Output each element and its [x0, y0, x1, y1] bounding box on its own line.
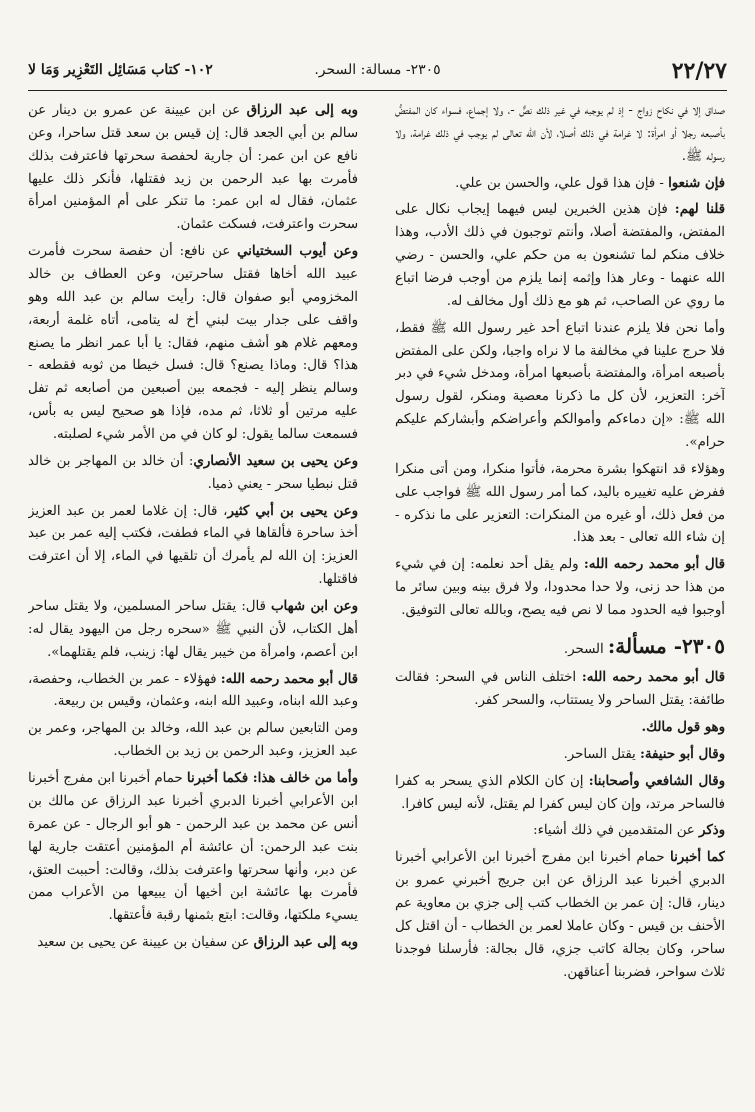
paragraph: [395, 100, 725, 169]
paragraph: [28, 932, 358, 955]
paragraph: [28, 451, 358, 497]
paragraph-lead: وعن يحيى بن أبي كثير: [227, 503, 358, 519]
paragraph-text: ولم يقل أحد نعلمه: إن في شيء من هذا حد زنى، ولا حدا محدودا، ولا فرق بينه وبين سائر ما أوجبوا فيه الحدود مما لا نص فيه يصح، وبالله تعالى التوفيق.: [395, 557, 725, 619]
section-title: [395, 629, 725, 663]
paragraph-text: يقتل الساحر.: [563, 746, 640, 762]
paragraph: [28, 669, 358, 715]
paragraph-text: صداق إلا في نكاح زواج - إذ لم يوجبه في غير ذلك نصٌّ -، ولا إجماع، فسواء كان المفتضُّ بأصبعه رجلا أو امرأة: لا غرامة في ذلك أصلا، لأن الله تعالى لم يوجب في ذلك غرامة، ولا رسوله ﷺ.: [395, 103, 725, 164]
paragraph: [28, 100, 358, 237]
section-number: ٢٣٠٥- مسألة:: [607, 633, 725, 658]
paragraph: [28, 596, 358, 665]
paragraph-lead: قلنا لهم:: [674, 202, 725, 218]
paragraph-text: قال: يقتل ساحر المسلمين، ولا يقتل ساحر أهل الكتاب، لأن النبي ﷺ «سحره رجل من اليهود يقال له: ابن أعصم، وامرأة من خيبر يقال لها: زينب، فلم يقتلهما».: [28, 599, 358, 660]
paragraph-lead: وعن ابن شهاب: [271, 599, 358, 615]
paragraph: [395, 459, 725, 550]
paragraph: [28, 241, 358, 447]
paragraph-text: حمام أخبرنا ابن مفرج أخبرنا ابن الأعرابي أخبرنا الدبري أخبرنا عبد الرزاق عن مالك بن أنس عن محمد بن عبد الرحمن - هو أبو الرجال - عن عمرة بنت عبد الرحمن: أن عائشة أم المؤمنين أعتقت جارية لها عن دبر، وأنها سحرتها واعترفت بذلك، وقالت: أحببت العتق، فأمرت بها عائشة ابن أخيها أن يبيعها من الأعراب ممن يسيء ملكتها، وقالت: ابتع بثمنها رقبة فأعتقها.: [28, 771, 358, 924]
running-header-center: ٢٣٠٥- مسالة: السحر.: [314, 62, 441, 78]
paragraph: [395, 199, 725, 313]
paragraph: [395, 667, 725, 713]
page-marker: ٢٢/٢٧: [671, 58, 727, 84]
paragraph-text: : أن خالد بن المهاجر بن خالد قتل نبطيا سحر - يعني ذميا.: [28, 453, 358, 492]
paragraph: [395, 554, 725, 623]
paragraph: [395, 318, 725, 455]
section-subject: السحر.: [563, 641, 608, 657]
paragraph-text: اختلف الناس في السحر: فقالت طائفة: يقتل الساحر ولا يستتاب، والسحر كفر.: [395, 670, 725, 709]
running-header-left: ١٠٢- كتاب مَسَائِل التَعْزِير وَمَا لا: [28, 62, 213, 78]
paragraph: [395, 771, 725, 817]
paragraph-lead: كما أخبرنا: [670, 850, 725, 866]
paragraph-text: عن المتقدمين في ذلك أشياء:: [533, 823, 699, 839]
paragraph-lead: فإن شنعوا: [668, 175, 725, 191]
paragraph-text: عن نافع: أن حفصة سحرت فأمرت عبيد الله أخاها فقتل ساحرتين، وعن العطاف بن خالد المخزومي أبو صفوان قال: رأيت سالم بن عبد الله وهو واقف على جدار بيت لبني أخ له يتامى، أتاه غلمة أربعة، ومعهم غلام هو أشف منهم، فقال: يا أبا عمر انظر ما يصنع هذا؟ قال: وماذا يصنع؟ قال: فسل خيطا من ثوبه فقطعه - وسالم ينظر إليه - فجمعه بين أصبعين من أصابعه ثم تفل عليه مرتين أو ثلاثا، ثم مده، فإذا هو صحيح ليس به بأس، فسمعت سالما يقول: لو كان في من الأمر شيء لصلبته.: [28, 244, 358, 443]
paragraph-text: وأما نحن فلا يلزم عندنا اتباع أحد غير رسول الله ﷺ فقط، فلا حرج علينا في مخالفة ما لا نراه واجبا، ولكن على المفتض بأصبعه امرأة، والمفتضة بأصبعها امرأة، ومدخل شيء في دبر آخر: التعزير، لأن كل ما ذكرنا معصية ومنكر، لقول رسول الله ﷺ: «إن دماءكم وأموالكم وأعراضكم وأبشاركم عليكم حرام».: [395, 320, 725, 451]
paragraph-lead: وعن يحيى بن سعيد الأنصاري: [193, 453, 358, 469]
paragraph-lead: وذكر: [698, 823, 725, 839]
page-header: [28, 56, 727, 91]
paragraph-lead: وقال أبو حنيفة:: [639, 746, 725, 762]
paragraph-text: عن سفيان بن عيينة عن يحيى بن سعيد: [37, 935, 254, 951]
paragraph-lead: وهو قول مالك.: [641, 720, 725, 736]
paragraph: [395, 744, 725, 767]
paragraph-text: حمام أخبرنا ابن مفرج أخبرنا ابن الأعرابي أخبرنا الدبري أخبرنا عبد الرزاق عن ابن جريج أخبرني عمرو بن دينار، قال: إن عمر بن الخطاب كتب إلى جزي بن معاوية عم الأحنف بن قيس - وكان عاملا لعمر بن الخطاب - أن اقتل كل ساحر، وكان بجالة كاتب جزي، قال بجالة: فأرسلنا فوجدنا ثلاث سواحر، فضربنا أعناقهن.: [395, 850, 725, 980]
paragraph: [28, 768, 358, 928]
paragraph: [395, 717, 725, 740]
paragraph: [28, 718, 358, 764]
paragraph-lead: قال أبو محمد رحمه الله:: [220, 671, 358, 687]
paragraph: [395, 847, 725, 984]
paragraph-text: - فإن هذا قول علي، والحسن بن علي.: [455, 175, 669, 191]
paragraph-text: ، قال: إن غلاما لعمر بن عبد العزيز أخذ ساحرة فألقاها في الماء فطفت، فكتب إليه عمر بن عبد العزيز: إن الله لم يأمرك أن تلقيها في الماء، إلا أن اعترفت فاقتلها.: [28, 503, 358, 588]
paragraph-text: وهؤلاء قد انتهكوا بشرة محرمة، فأتوا منكرا، ومن أتى منكرا ففرض عليه تغييره باليد، كما أمر رسول الله ﷺ فواجب على من فعل ذلك، أو غيره من المنكرات: التعزير على ما نذكره - إن شاء الله تعالى - بعد هذا.: [395, 461, 725, 546]
right-column: [395, 100, 725, 1090]
paragraph-lead: وبه إلى عبد الرزاق: [253, 935, 358, 951]
paragraph-text: عن ابن عيينة عن عمرو بن دينار عن سالم بن أبي الجعد قال: إن قيس بن سعد قتل ساحرا، وعن نافع عن ابن عمر: أن جارية لحفصة سحرتها فاعترفت بذلك فأمرت بها عبد الرحمن بن زيد فقتلها، فأنكر ذلك عليها عثمان، فقال له ابن عمر: ما تنكر على أم المؤمنين امرأة سحرت واعترفت، فسكت عثمان.: [28, 103, 358, 233]
paragraph-lead: قال أبو محمد رحمه الله:: [581, 670, 725, 686]
paragraph-lead: قال أبو محمد رحمه الله:: [583, 557, 725, 573]
paragraph-text: فهؤلاء - عمر بن الخطاب، وحفصة، وعبد الله ابناه، وعبيد الله ابنه، وعثمان، وقيس بن ربيعة.: [28, 671, 358, 710]
paragraph-lead: وقال الشافعي وأصحابنا:: [588, 773, 725, 789]
paragraph-lead: وأما من خالف هذا: فكما أخبرنا: [186, 771, 358, 787]
paragraph: [395, 820, 725, 843]
paragraph: [28, 501, 358, 592]
paragraph-text: ومن التابعين سالم بن عبد الله، وخالد بن المهاجر، وعمر بن عبد العزيز، وعبد الرحمن بن زيد بن الخطاب.: [28, 721, 358, 760]
paragraph-text: إن كان الكلام الذي يسحر به كفرا فالساحر مرتد، وإن كان ليس كفرا لم يقتل، لأنه ليس كافرا.: [395, 773, 725, 812]
paragraph-lead: وبه إلى عبد الرزاق: [246, 103, 358, 118]
paragraph: [395, 173, 725, 196]
paragraph-lead: وعن أيوب السختياني: [237, 244, 358, 260]
left-column: [28, 100, 358, 1090]
paragraph-text: فإن هذين الخبرين ليس فيهما إيجاب نكال على المفتض، والمفتضة أصلا، وأنتم توجبون في ذلك الأدب، وهذا خلاف منكم لما تشنعون به من حكم علي، والحسن - رضي الله عنهما - وعار هذا وإثمه إنما يلزم من أوجب فرضا اتباع ما روي عن الصاحب، ثم هو مع ذلك أول مخالف له.: [395, 202, 725, 309]
